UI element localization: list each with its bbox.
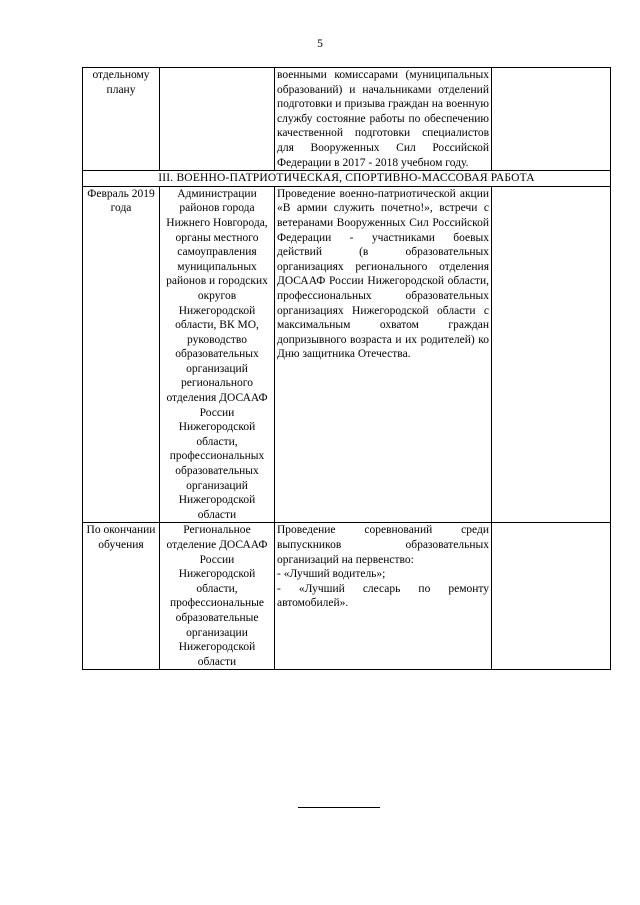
table-row	[83, 68, 611, 171]
note-cell	[492, 186, 611, 523]
footer-rule	[298, 807, 380, 808]
competition-item: - «Лучший слесарь по ремонту автомобилей».	[277, 582, 489, 610]
activity-cell	[275, 523, 492, 670]
activity-plan-table	[82, 67, 611, 670]
note-cell	[492, 523, 611, 670]
date-text: Февраль 2019 года	[87, 187, 155, 215]
organization-cell	[160, 186, 275, 523]
activity-cell	[275, 186, 492, 523]
organization-text: Администрации районов города Нижнего Новгорода, органы местного самоуправления муниципальных районов и городских округов Нижегородской области, ВК МО, руководство образовательных организаций регионального отделения ДОСААФ России Нижегородской области, профессиональных образовательных организаций Нижегородской области	[166, 187, 268, 521]
section-heading-row	[83, 171, 611, 187]
date-text: По окончании обучения	[86, 524, 156, 551]
activity-intro: Проведение соревнований среди выпускников образовательных организаций на первенство:	[277, 524, 489, 566]
organization-cell	[160, 68, 275, 171]
date-cell	[83, 186, 160, 523]
table-row	[83, 523, 611, 670]
note-cell	[492, 68, 611, 171]
organization-text: Региональное отделение ДОСААФ России Нижегородской области, профессиональные образовательные организации Нижегородской области	[166, 524, 268, 668]
date-text: отдельному плану	[92, 69, 150, 96]
page-number: 5	[317, 38, 323, 50]
date-cell	[83, 68, 160, 171]
table-row	[83, 186, 611, 523]
competition-item: - «Лучший водитель»;	[277, 568, 386, 581]
activity-cell	[275, 68, 492, 171]
activity-text: военными комиссарами (муниципальных образований) и начальниками отделений подготовки и призыва граждан на военную службу состояние работы по обеспечению качественной подготовки специалистов для Вооруженных Сил Российской Федерации в 2017 - 2018 учебном году.	[277, 69, 489, 169]
activity-text: Проведение военно-патриотической акции «В армии служить почетно!», встречи с ветеранами Вооруженных Сил Российской Федерации - участниками боевых действий (в образовательных организациях регионального отделения ДОСААФ России Нижегородской области, профессиональных образовательных организациях Нижегородской области с максимальным охватом граждан допризывного возраста и их родителей) ко Дню защитника Отечества.	[277, 187, 489, 361]
organization-cell	[160, 523, 275, 670]
section-heading: III. ВОЕННО-ПАТРИОТИЧЕСКАЯ, СПОРТИВНО-МАССОВАЯ РАБОТА	[83, 171, 611, 187]
date-cell	[83, 523, 160, 670]
